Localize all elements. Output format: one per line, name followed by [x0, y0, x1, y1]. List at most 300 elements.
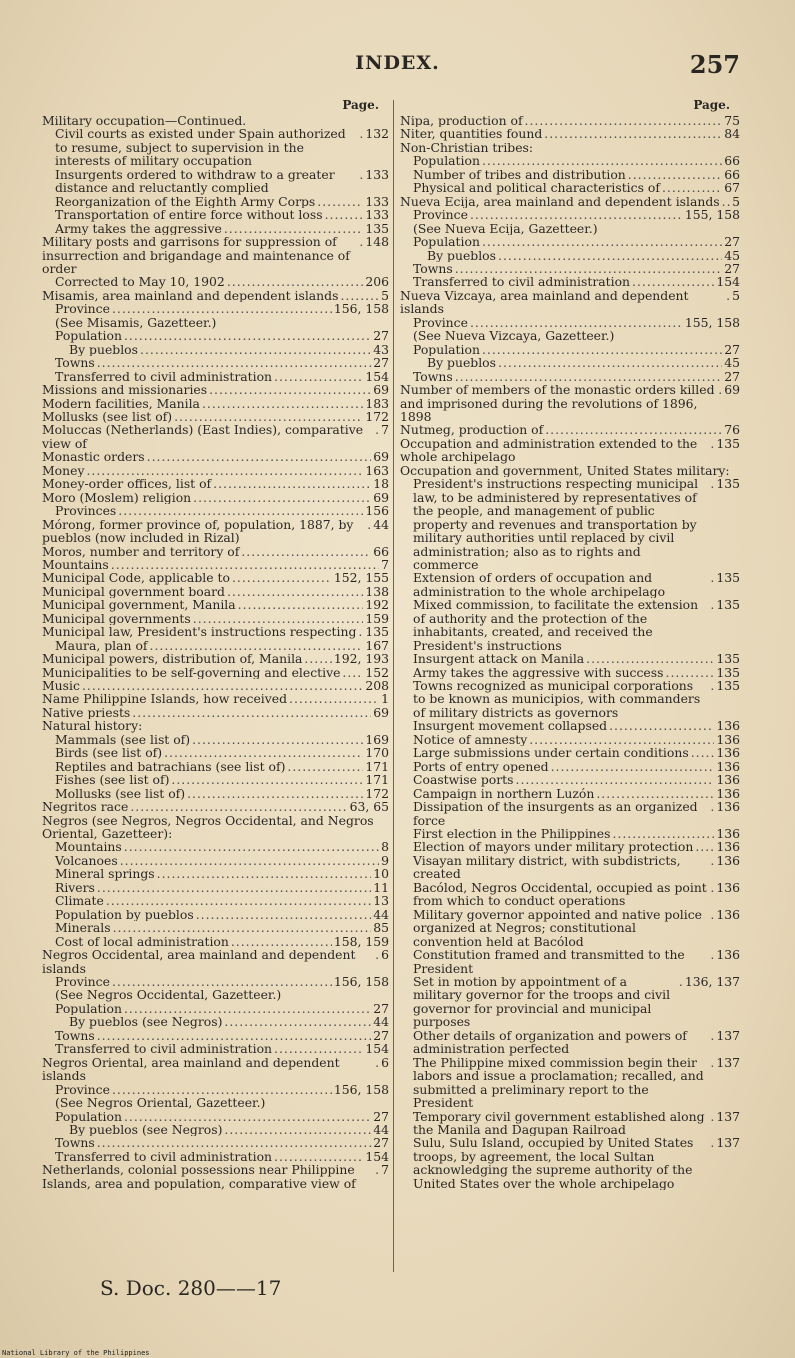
dot-leader	[525, 114, 723, 127]
index-entry	[42, 1123, 389, 1136]
entry-page-ref: 27	[373, 1028, 389, 1043]
index-entry	[42, 719, 389, 732]
entry-text: Moluccas (Netherlands) (East Indies), comparative view of	[42, 423, 364, 451]
dot-leader	[224, 222, 364, 235]
entry-text: Municipal government board	[42, 584, 225, 599]
entry-page-ref: 1	[381, 692, 389, 706]
entry-page-ref: 156, 158	[333, 1082, 389, 1097]
dot-leader	[586, 652, 714, 665]
entry-text: Military posts and garrisons for suppression of insurrection and brigandage and maintenance of order	[42, 235, 350, 276]
entry-text: Reptiles and batrachians (see list of)	[55, 759, 286, 774]
entry-page-ref: 69	[373, 383, 389, 397]
dot-leader	[118, 504, 363, 517]
dot-leader	[325, 208, 364, 221]
dot-leader	[227, 585, 363, 598]
entry-page-ref: 27	[373, 1109, 389, 1123]
entry-text: Army takes the aggressive with success	[413, 665, 664, 680]
entry-text: Nueva Vizcaya, area mainland and dependent islands	[400, 288, 689, 316]
entry-page-ref: 167	[365, 638, 389, 653]
entry-text: Towns	[55, 1028, 95, 1043]
index-entry	[42, 235, 389, 275]
dot-leader	[470, 208, 683, 221]
entry-page-ref: 171	[365, 773, 389, 787]
index-entry	[42, 289, 389, 302]
entry-text: Nipa, production of	[400, 114, 523, 128]
entry-page-ref: 135	[716, 679, 740, 694]
entry-page-ref: 5	[732, 288, 740, 303]
entry-text: Mountains	[55, 840, 122, 854]
entry-page-ref: 13	[373, 894, 389, 908]
entry-page-ref: 63, 65	[349, 800, 389, 814]
dot-leader	[666, 666, 715, 679]
entry-page-ref: 158, 159	[333, 934, 389, 949]
entry-page-ref: 132	[365, 127, 389, 142]
index-entry	[400, 127, 740, 140]
dot-leader	[375, 948, 379, 961]
dot-leader	[97, 1029, 372, 1042]
column-page-label: Page.	[693, 98, 730, 112]
dot-leader	[710, 1029, 714, 1042]
entry-page-ref: 27	[373, 1136, 389, 1150]
index-entry	[42, 1136, 389, 1149]
entry-page-ref: 170	[365, 746, 389, 760]
index-entry	[42, 464, 389, 477]
entry-page-ref: 136	[716, 827, 740, 841]
entry-page-ref: 192	[365, 598, 389, 612]
index-entry	[42, 746, 389, 759]
entry-text: Modern facilities, Manila	[42, 396, 200, 410]
index-entry	[400, 1056, 740, 1110]
dot-leader	[544, 127, 722, 140]
entry-text: Moros, number and territory of	[42, 544, 240, 558]
dot-leader	[482, 235, 722, 248]
dot-leader	[722, 195, 730, 208]
entry-text: Moro (Moslem) religion	[42, 490, 192, 505]
entry-page-ref: 66	[724, 167, 740, 182]
running-head-title: INDEX.	[355, 52, 440, 74]
index-entry	[42, 652, 389, 665]
index-entry	[42, 545, 389, 558]
entry-page-ref: 136	[716, 948, 740, 963]
index-entry	[400, 343, 740, 356]
index-entry	[42, 1150, 389, 1163]
entry-text: Extension of orders of occupation and administration to the whole archipelago	[413, 571, 666, 599]
dot-leader	[132, 706, 371, 719]
index-entry	[42, 397, 389, 410]
entry-text: Sulu, Sulu Island, occupied by United States troops, by agreement, the local Sultan acknowledging the supreme authority of the United States over the whole archipelago	[413, 1136, 694, 1191]
entry-text: Netherlands, colonial possessions near Philippine Islands, area and population, comparative view of	[42, 1163, 356, 1191]
dot-leader	[241, 545, 371, 558]
index-entry	[42, 1056, 389, 1083]
dot-leader	[193, 612, 364, 625]
entry-text: Mollusks (see list of)	[55, 786, 186, 801]
entry-page-ref: 45	[724, 248, 740, 262]
index-entry	[42, 1029, 389, 1042]
entry-page-ref: 152, 155	[333, 571, 389, 585]
entry-list	[400, 114, 740, 1190]
entry-text: Province	[413, 208, 468, 222]
dot-leader	[97, 356, 372, 369]
entry-page-ref: 135	[716, 477, 740, 492]
entry-page-ref: 154	[365, 369, 389, 384]
entry-text: Municipal governments	[42, 611, 191, 626]
entry-text: (See Negros Oriental, Gazetteer.)	[55, 1096, 266, 1110]
entry-page-ref: 7	[381, 423, 389, 438]
entry-text: Temporary civil government established along the Manila and Dagupan Railroad	[413, 1109, 705, 1137]
dot-leader	[202, 397, 363, 410]
dot-leader	[710, 800, 714, 813]
dot-leader	[498, 356, 722, 369]
index-entry	[400, 773, 740, 786]
entry-page-ref: 172	[365, 786, 389, 801]
index-entry	[42, 114, 389, 127]
entry-page-ref: 137	[716, 1109, 740, 1124]
entry-page-ref: 133	[365, 194, 389, 209]
entry-text: Corrected to May 10, 1902	[55, 275, 225, 289]
index-entry	[42, 598, 389, 611]
dot-leader	[238, 598, 364, 611]
entry-page-ref: 136	[716, 786, 740, 801]
dot-leader	[375, 1163, 379, 1176]
index-entry	[42, 854, 389, 867]
dot-leader	[710, 1056, 714, 1069]
entry-page-ref: 27	[373, 1001, 389, 1016]
entry-page-ref: 136	[716, 840, 740, 854]
dot-leader	[691, 746, 715, 759]
entry-page-ref: 45	[724, 356, 740, 370]
entry-text: Transferred to civil administration	[55, 1042, 273, 1056]
entry-text: Municipal Code, applicable to	[42, 571, 230, 585]
entry-page-ref: 172	[365, 409, 389, 424]
index-entry	[400, 666, 740, 679]
dot-leader	[679, 975, 683, 988]
entry-page-ref: 136	[716, 732, 740, 747]
index-entry	[400, 787, 740, 800]
entry-page-ref: 156	[365, 504, 389, 518]
index-entry	[400, 235, 740, 248]
entry-text: Towns	[413, 369, 453, 384]
index-entry	[42, 935, 389, 948]
dot-leader	[120, 854, 379, 867]
entry-text: Province	[55, 302, 110, 316]
entry-page-ref: 137	[716, 1055, 740, 1070]
entry-text: Provinces	[55, 504, 117, 518]
index-entry	[400, 1110, 740, 1137]
dot-leader	[192, 733, 363, 746]
entry-page-ref: 85	[373, 921, 389, 935]
entry-page-ref: 27	[724, 235, 740, 249]
index-entry	[400, 948, 740, 975]
entry-page-ref: 9	[381, 853, 389, 868]
dot-leader	[516, 773, 715, 786]
entry-text: Negros (see Negros, Negros Occidental, and Negros Oriental, Gazetteer):	[42, 813, 374, 841]
dot-leader	[97, 881, 371, 894]
index-entry	[400, 154, 740, 167]
entry-text: Army takes the aggressive	[55, 221, 222, 236]
entry-text: By pueblos	[69, 342, 139, 357]
entry-page-ref: 69	[373, 705, 389, 720]
index-entry	[400, 329, 740, 342]
entry-text: Bacólod, Negros Occidental, occupied as point from which to conduct operations	[413, 880, 707, 908]
entry-page-ref: 135	[716, 436, 740, 451]
index-entry	[42, 1110, 389, 1123]
entry-page-ref: 133	[365, 208, 389, 222]
dot-leader	[710, 1136, 714, 1149]
entry-text: Nueva Ecija, area mainland and dependent islands	[400, 194, 720, 209]
dot-leader	[545, 423, 722, 436]
dot-leader	[224, 1123, 371, 1136]
index-entry	[42, 127, 389, 167]
dot-leader	[174, 410, 363, 423]
entry-page-ref: 66	[724, 154, 740, 168]
entry-text: Cost of local administration	[55, 934, 229, 949]
dot-leader	[455, 262, 723, 275]
entry-text: Civil courts as existed under Spain authorized to resume, subject to supervision in the interests of military occupation	[55, 127, 346, 168]
index-entry	[400, 275, 740, 288]
entry-page-ref: 69	[373, 490, 389, 505]
dot-leader	[359, 127, 363, 140]
entry-text: Municipal government, Manila	[42, 598, 236, 612]
entry-text: Towns	[55, 1136, 95, 1150]
index-entry	[400, 208, 740, 221]
dot-leader	[596, 787, 714, 800]
index-entry	[42, 612, 389, 625]
entry-page-ref: 44	[373, 517, 389, 532]
entry-text: Minerals	[55, 921, 111, 935]
entry-page-ref: 136	[716, 880, 740, 895]
entry-text: Misamis, area mainland and dependent islands	[42, 288, 339, 303]
index-entry	[400, 854, 740, 881]
entry-page-ref: 135	[365, 625, 389, 639]
index-entry	[400, 464, 740, 477]
index-entry	[400, 975, 740, 1029]
index-entry	[42, 571, 389, 584]
index-entry	[42, 343, 389, 356]
entry-page-ref: 154	[365, 1042, 389, 1056]
index-entry	[42, 1042, 389, 1055]
index-entry	[400, 477, 740, 571]
entry-page-ref: 137	[716, 1136, 740, 1151]
entry-text: Occupation and administration extended to the whole archipelago	[400, 436, 698, 464]
dot-leader	[224, 1015, 371, 1028]
entry-page-ref: 136	[716, 719, 740, 733]
entry-page-ref: 154	[716, 275, 740, 289]
entry-page-ref: 136	[716, 746, 740, 760]
entry-text: Natural history:	[42, 719, 143, 733]
entry-page-ref: 5	[381, 288, 389, 303]
entry-text: Maura, plan of	[55, 638, 148, 653]
index-entry	[42, 356, 389, 369]
index-entry	[400, 746, 740, 759]
index-entry	[42, 733, 389, 746]
dot-leader	[358, 625, 363, 638]
dot-leader	[130, 800, 347, 813]
index-entry	[400, 249, 740, 262]
index-entry	[42, 302, 389, 315]
dot-leader	[628, 168, 722, 181]
entry-text: Transferred to civil administration	[55, 369, 273, 384]
entry-page-ref: 171	[365, 759, 389, 774]
entry-text: Birds (see list of)	[55, 746, 163, 760]
index-entry	[42, 585, 389, 598]
index-entry	[42, 370, 389, 383]
dot-leader	[213, 477, 371, 490]
dot-leader	[112, 302, 332, 315]
entry-text: Population by pueblos	[55, 907, 194, 922]
index-entry	[42, 195, 389, 208]
index-column-left	[42, 98, 389, 1190]
index-entry	[42, 558, 389, 571]
entry-text: Notice of amnesty	[413, 732, 528, 747]
dot-leader	[196, 908, 372, 921]
dot-leader	[340, 289, 379, 302]
entry-page-ref: 135	[365, 221, 389, 236]
dot-leader	[317, 195, 363, 208]
entry-text: Money-order offices, list of	[42, 477, 212, 491]
dot-leader	[375, 423, 379, 436]
dot-leader	[86, 464, 363, 477]
index-entry	[400, 423, 740, 436]
entry-text: Number of tribes and distribution	[413, 167, 626, 182]
index-entry	[42, 773, 389, 786]
index-entry	[42, 275, 389, 288]
dot-leader	[612, 827, 714, 840]
index-entry	[42, 908, 389, 921]
entry-text: Municipalities to be self-governing and elective	[42, 665, 341, 680]
index-entry	[400, 908, 740, 948]
index-entry	[42, 477, 389, 490]
index-entry	[400, 168, 740, 181]
entry-page-ref: 135	[716, 598, 740, 613]
dot-leader	[274, 370, 363, 383]
dot-leader	[482, 343, 722, 356]
index-entry	[42, 679, 389, 692]
index-entry	[400, 652, 740, 665]
entry-text: (See Misamis, Gazetteer.)	[55, 315, 217, 330]
index-entry	[400, 222, 740, 235]
dot-leader	[97, 1136, 372, 1149]
index-entry	[42, 948, 389, 975]
dot-leader	[124, 840, 379, 853]
dot-leader	[551, 760, 715, 773]
entry-page-ref: 136	[716, 907, 740, 922]
entry-page-ref: 6	[381, 948, 389, 963]
dot-leader	[287, 760, 363, 773]
entry-text: (See Nueva Ecija, Gazetteer.)	[413, 221, 598, 236]
entry-text: Ports of entry opened	[413, 759, 549, 774]
index-entry	[400, 719, 740, 732]
index-entry	[42, 410, 389, 423]
entry-text: Dissipation of the insurgents as an organized force	[413, 800, 698, 828]
entry-page-ref: 18	[373, 477, 389, 491]
dot-leader	[106, 894, 371, 907]
entry-page-ref: 154	[365, 1149, 389, 1164]
dot-leader	[710, 679, 714, 692]
entry-page-ref: 206	[365, 275, 389, 289]
index-entry	[42, 921, 389, 934]
index-entry	[400, 195, 740, 208]
entry-text: Native priests	[42, 705, 131, 720]
index-entry	[42, 222, 389, 235]
dot-leader	[82, 679, 363, 692]
entry-text: The Philippine mixed commission begin their labors and issue a proclamation; recalled, and submitted a preliminary report to the President	[413, 1055, 704, 1110]
entry-text: Fishes (see list of)	[55, 773, 170, 787]
entry-page-ref: 27	[724, 369, 740, 384]
entry-page-ref: 27	[724, 342, 740, 357]
entry-text: Money	[42, 463, 85, 478]
dot-leader	[113, 921, 372, 934]
entry-text: Mixed commission, to facilitate the extension of authority and the protection of the inhabitants, created, and received the President's instructions	[413, 598, 699, 653]
entry-page-ref: 27	[373, 329, 389, 343]
index-entry	[400, 760, 740, 773]
entry-text: Military occupation—Continued.	[42, 114, 247, 128]
index-entry	[42, 208, 389, 221]
dot-leader	[710, 881, 714, 894]
entry-text: Mammals (see list of)	[55, 732, 191, 747]
entry-text: (See Negros Occidental, Gazetteer.)	[55, 988, 282, 1002]
dot-leader	[187, 787, 363, 800]
index-entry	[400, 181, 740, 194]
dot-leader	[710, 948, 714, 961]
entry-page-ref: 5	[732, 194, 740, 209]
entry-text: Climate	[55, 894, 104, 908]
dot-leader	[455, 370, 723, 383]
index-entry	[42, 1096, 389, 1109]
entry-text: Insurgent attack on Manila	[413, 652, 585, 666]
entry-text: Volcanoes	[55, 853, 118, 868]
index-entry	[400, 1136, 740, 1190]
index-entry	[400, 437, 740, 464]
dot-leader	[726, 289, 730, 302]
entry-text: Mollusks (see list of)	[42, 409, 173, 424]
entry-page-ref: 136, 137	[684, 975, 740, 989]
index-entry	[400, 383, 740, 423]
index-entry	[42, 1015, 389, 1028]
dot-leader	[193, 491, 371, 504]
index-entry	[400, 370, 740, 383]
entry-text: Population	[55, 329, 122, 343]
entry-text: Mountains	[42, 557, 109, 572]
entry-text: Number of members of the monastic orders killed and imprisoned during the revolutions of 1896, 1898	[400, 383, 715, 424]
entry-page-ref: 156, 158	[333, 302, 389, 316]
dot-leader	[359, 168, 363, 181]
entry-text: Physical and political characteristics of	[413, 181, 660, 195]
dot-leader	[342, 666, 363, 679]
column-page-label: Page.	[342, 98, 379, 112]
dot-leader	[695, 840, 714, 853]
dot-leader	[112, 1083, 332, 1096]
index-entry	[400, 356, 740, 369]
index-entry	[42, 1002, 389, 1015]
entry-text: Transferred to civil administration	[55, 1149, 273, 1164]
entry-text: First election in the Philippines	[413, 827, 611, 841]
dot-leader	[710, 477, 714, 490]
entry-text: Negros Oriental, area mainland and dependent islands	[42, 1055, 340, 1083]
index-entry	[42, 881, 389, 894]
index-entry	[42, 504, 389, 517]
index-entry	[42, 760, 389, 773]
entry-text: Niter, quantities found	[400, 127, 543, 141]
dot-leader	[164, 746, 363, 759]
entry-page-ref: 159	[365, 611, 389, 626]
entry-page-ref: 43	[373, 342, 389, 357]
entry-page-ref: 69	[724, 383, 740, 398]
index-entry	[400, 316, 740, 329]
entry-page-ref: 192, 193	[333, 652, 389, 666]
index-entry	[42, 383, 389, 396]
entry-page-ref: 135	[716, 652, 740, 666]
entry-text: Municipal law, President's instructions respecting	[42, 625, 357, 639]
